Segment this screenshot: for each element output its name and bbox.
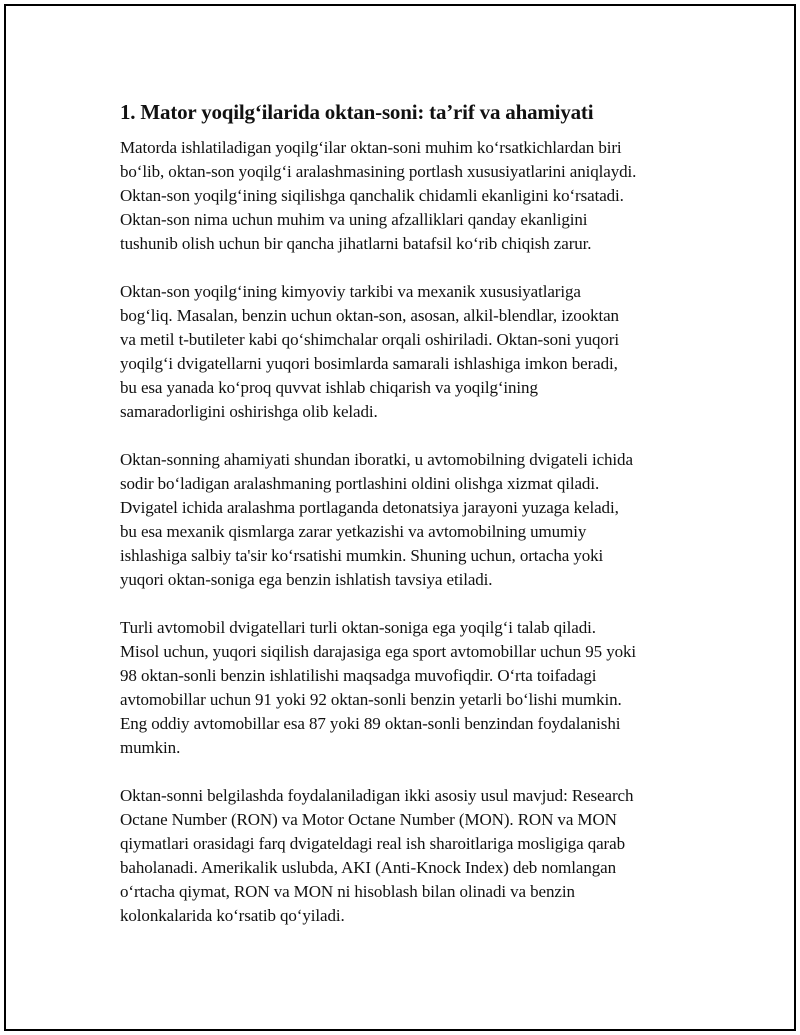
line: Dvigatel ichida aralashma portlaganda detonatsiya jarayoni yuzaga keladi, (120, 498, 619, 517)
line: kolonkalarida ko‘rsatib qo‘yiladi. (120, 906, 345, 925)
paragraph-5 (120, 784, 700, 928)
line: o‘rtacha qiymat, RON va MON ni hisoblash bilan olinadi va benzin (120, 882, 575, 901)
line: bu esa yanada ko‘proq quvvat ishlab chiqarish va yoqilg‘ining (120, 378, 538, 397)
line: ishlashiga salbiy ta'sir ko‘rsatishi mumkin. Shuning uchun, ortacha yoki (120, 546, 604, 565)
page-border (4, 4, 796, 1031)
line: Oktan-sonni belgilashda foydalaniladigan ikki asosiy usul mavjud: Research (120, 786, 634, 805)
line: Oktan-son yoqilg‘ining siqilishga qanchalik chidamli ekanligini ko‘rsatadi. (120, 186, 624, 205)
line: bo‘lib, oktan-son yoqilg‘i aralashmasining portlash xususiyatlarini aniqlaydi. (120, 162, 637, 181)
line: tushunib olish uchun bir qancha jihatlarni batafsil ko‘rib chiqish zarur. (120, 234, 592, 253)
line: Turli avtomobil dvigatellari turli oktan-soniga ega yoqilg‘i talab qiladi. (120, 618, 596, 637)
line: Matorda ishlatiladigan yoqilg‘ilar oktan-soni muhim ko‘rsatkichlardan biri (120, 138, 622, 157)
line: sodir bo‘ladigan aralashmaning portlashini oldini olishga xizmat qiladi. (120, 474, 600, 493)
line: yoqilg‘i dvigatellarni yuqori bosimlarda samarali ishlashiga imkon beradi, (120, 354, 618, 373)
section-heading: 1. Mator yoqilg‘ilarida oktan-soni: ta’rif va ahamiyati (120, 100, 594, 124)
line: Eng oddiy avtomobillar esa 87 yoki 89 oktan-sonli benzindan foydalanishi (120, 714, 621, 733)
line: Oktan-sonning ahamiyati shundan iboratki, u avtomobilning dvigateli ichida (120, 450, 633, 469)
paragraph-4 (120, 616, 700, 760)
line: bog‘liq. Masalan, benzin uchun oktan-son, asosan, alkil-blendlar, izooktan (120, 306, 619, 325)
paragraph-2 (120, 280, 700, 424)
line: avtomobillar uchun 91 yoki 92 oktan-sonli benzin yetarli bo‘lishi mumkin. (120, 690, 622, 709)
document-body (120, 98, 700, 952)
line: Oktan-son yoqilg‘ining kimyoviy tarkibi va mexanik xususiyatlariga (120, 282, 581, 301)
line: Misol uchun, yuqori siqilish darajasiga ega sport avtomobillar uchun 95 yoki (120, 642, 637, 661)
paragraph-3 (120, 448, 700, 592)
line: Oktan-son nima uchun muhim va uning afzalliklari qanday ekanligini (120, 210, 588, 229)
line: bu esa mexanik qismlarga zarar yetkazishi va avtomobilning umumiy (120, 522, 587, 541)
line: va metil t-butileter kabi qo‘shimchalar orqali oshiriladi. Oktan-soni yuqori (120, 330, 619, 349)
line: baholanadi. Amerikalik uslubda, AKI (Anti-Knock Index) deb nomlangan (120, 858, 616, 877)
paragraph-1 (120, 136, 700, 256)
line: samaradorligini oshirishga olib keladi. (120, 402, 378, 421)
line: 98 oktan-sonli benzin ishlatilishi maqsadga muvofiqdir. O‘rta toifadagi (120, 666, 597, 685)
line: Octane Number (RON) va Motor Octane Number (MON). RON va MON (120, 810, 617, 829)
line: mumkin. (120, 738, 181, 757)
line: qiymatlari orasidagi farq dvigateldagi real ish sharoitlariga mosligiga qarab (120, 834, 625, 853)
line: yuqori oktan-soniga ega benzin ishlatish tavsiya etiladi. (120, 570, 493, 589)
